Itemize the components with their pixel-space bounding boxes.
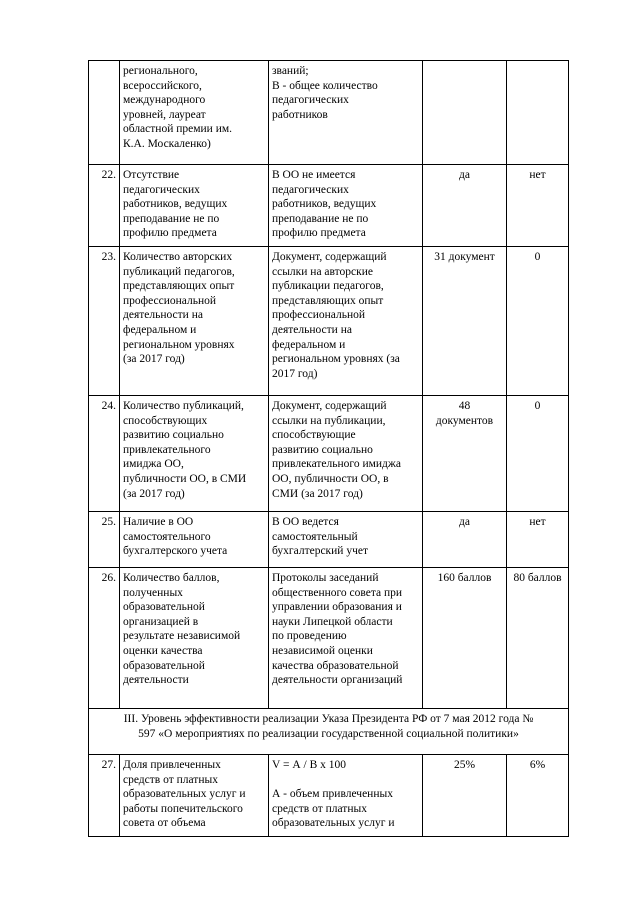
indicator-value-2: нет — [507, 165, 569, 247]
section-heading-row — [89, 709, 569, 755]
indicator-name: Наличие в ОО самостоятельного бухгалтерского учета — [120, 512, 269, 568]
indicator-value-1: 31 документ — [423, 247, 507, 396]
row-number: 25. — [89, 512, 120, 568]
indicator-value-1: 25% — [423, 755, 507, 837]
row-number: 24. — [89, 396, 120, 512]
row-number: 26. — [89, 568, 120, 709]
indicator-value-1 — [423, 61, 507, 165]
indicator-value-2: 0 — [507, 247, 569, 396]
indicator-name: Доля привлеченных средств от платных образовательных услуг и работы попечительского совета от объема — [120, 755, 269, 837]
row-number: 22. — [89, 165, 120, 247]
row-number: 23. — [89, 247, 120, 396]
indicators-table — [88, 60, 569, 837]
table-row — [89, 512, 569, 568]
indicator-value-1: 160 баллов — [423, 568, 507, 709]
indicator-value-2: 6% — [507, 755, 569, 837]
indicator-value-2: 80 баллов — [507, 568, 569, 709]
section-heading: III. Уровень эффективности реализации Указа Президента РФ от 7 мая 2012 года № 597 «О мероприятиях по реализации государственной социальной политики» — [89, 709, 569, 755]
indicator-name: Количество публикаций, способствующих развитию социально привлекательного имиджа ОО, публичности ОО, в СМИ (за 2017 год) — [120, 396, 269, 512]
row-number — [89, 61, 120, 165]
indicator-source: V = А / В х 100 А - объем привлеченных средств от платных образовательных услуг и — [269, 755, 423, 837]
table-row — [89, 568, 569, 709]
indicator-name: Отсутствие педагогических работников, ведущих преподавание не по профилю предмета — [120, 165, 269, 247]
indicator-value-2: нет — [507, 512, 569, 568]
table-row — [89, 755, 569, 837]
indicator-value-1: да — [423, 165, 507, 247]
indicator-source: званий; В - общее количество педагогических работников — [269, 61, 423, 165]
indicator-source: Документ, содержащий ссылки на авторские публикации педагогов, представляющих опыт профессиональной деятельности на федеральном и региональном уровнях (за 2017 год) — [269, 247, 423, 396]
row-number: 27. — [89, 755, 120, 837]
indicator-source: В ОО не имеется педагогических работников, ведущих преподавание не по профилю предмета — [269, 165, 423, 247]
indicator-value-2: 0 — [507, 396, 569, 512]
indicator-name: регионального, всероссийского, международного уровней, лауреат областной премии им. К.А. Москаленко) — [120, 61, 269, 165]
indicator-name: Количество баллов, полученных образовательной организацией в результате независимой оценки качества образовательной деятельности — [120, 568, 269, 709]
indicator-source: Протоколы заседаний общественного совета при управлении образования и науки Липецкой области по проведению независимой оценки качества образовательной деятельности организаций — [269, 568, 423, 709]
indicator-value-1: 48 документов — [423, 396, 507, 512]
table-row — [89, 61, 569, 165]
indicator-source: Документ, содержащий ссылки на публикации, способствующие развитию социально привлекательного имиджа ОО, публичности ОО, в СМИ (за 2017 год) — [269, 396, 423, 512]
indicator-value-2 — [507, 61, 569, 165]
table-row — [89, 396, 569, 512]
table-row — [89, 165, 569, 247]
indicator-value-1: да — [423, 512, 507, 568]
indicator-name: Количество авторских публикаций педагогов, представляющих опыт профессиональной деятельности на федеральном и региональном уровнях (за 2017 год) — [120, 247, 269, 396]
indicator-source: В ОО ведется самостоятельный бухгалтерский учет — [269, 512, 423, 568]
table-row — [89, 247, 569, 396]
